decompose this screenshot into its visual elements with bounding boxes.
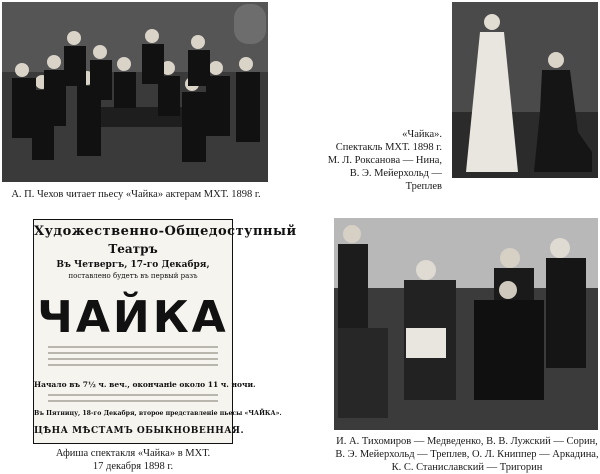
photo-seagull-production-image bbox=[452, 2, 598, 178]
poster-text-block bbox=[48, 358, 218, 360]
photo-chekhov-reading-image bbox=[2, 2, 268, 182]
photo-seagull-production bbox=[452, 2, 598, 178]
poster-theatre: Театръ bbox=[108, 242, 158, 256]
poster-subline: поставлено будетъ въ первый разъ bbox=[68, 272, 198, 280]
caption-cast-group: И. А. Тихомиров — Медведенко, В. В. Лужский — Сорин, В. Э. Мейерхольд — Треплев, О. Л. Книппер — Аркадина, К. С. Станиславский — Тригорин bbox=[335, 436, 599, 473]
poster-text-block bbox=[48, 394, 218, 396]
poster-text-block bbox=[48, 400, 218, 402]
poster-repeat-line: Въ Пятницу, 18-го Декабря, второе представленіе пьесы «ЧАЙКА». bbox=[34, 410, 282, 417]
poster-date-line: Въ Четвергъ, 17-го Декабря, bbox=[56, 260, 210, 270]
photo-cast-group bbox=[334, 218, 598, 430]
poster-text-block bbox=[48, 352, 218, 354]
photo-cast-group-image bbox=[334, 218, 598, 430]
poster-heading: Художественно-Общедоступный bbox=[34, 224, 297, 239]
poster-start-line: Начало въ 7½ ч. веч., окончаніе около 11 ч. ночи. bbox=[34, 380, 256, 389]
poster-text-block bbox=[48, 364, 218, 366]
photo-chekhov-reading bbox=[2, 2, 268, 182]
poster-price-line: ЦѢНА МѢСТАМЪ ОБЫКНОВЕННАЯ. bbox=[34, 426, 245, 436]
caption-poster: Афиша спектакля «Чайка» в МХТ. 17 декабря 1898 г. bbox=[55, 448, 211, 472]
poster-text-block bbox=[48, 346, 218, 348]
poster-title: ЧАЙКА bbox=[37, 292, 229, 343]
caption-chekhov-reading: А. П. Чехов читает пьесу «Чайка» актерам МХТ. 1898 г. bbox=[11, 189, 261, 200]
poster-seagull bbox=[33, 219, 297, 444]
caption-seagull-production: «Чайка». Спектакль МХТ. 1898 г. М. Л. Роксанова — Нина, В. Э. Мейерхольд — Треплев bbox=[327, 129, 442, 192]
